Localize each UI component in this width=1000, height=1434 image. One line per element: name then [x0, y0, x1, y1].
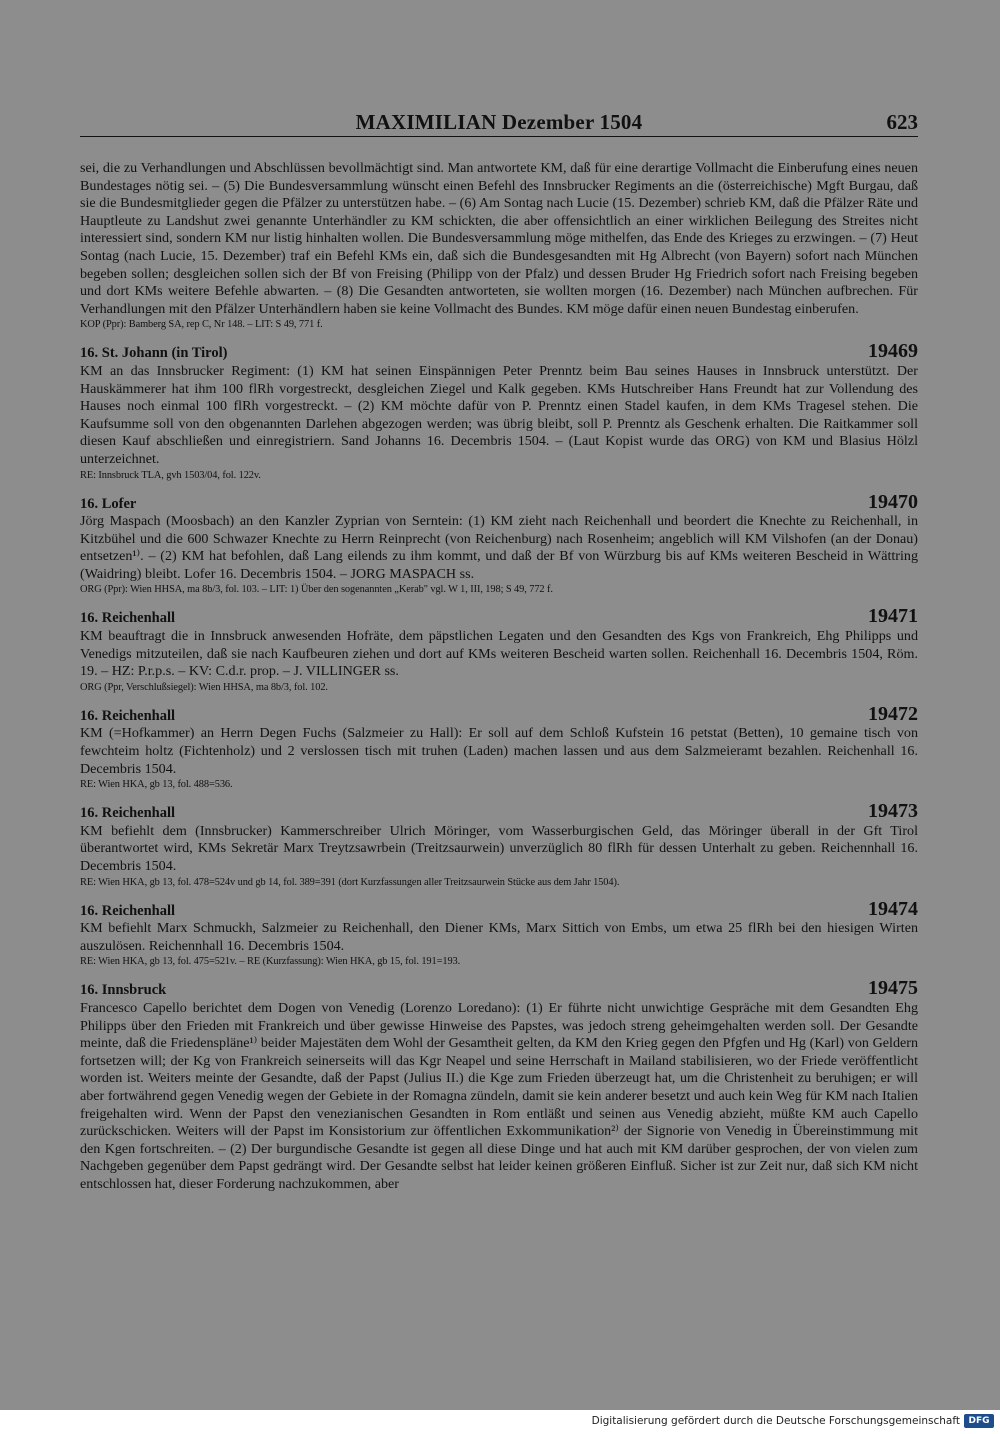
- page-header: [80, 110, 918, 137]
- entry-19469: [80, 341, 918, 482]
- page-content: [80, 160, 918, 1194]
- entry-heading: 16. Reichenhall: [80, 805, 176, 822]
- page-number: 623: [886, 110, 918, 134]
- entry-heading: 16. St. Johann (in Tirol): [80, 345, 228, 362]
- entry-header: [80, 341, 918, 363]
- intro-source: KOP (Ppr): Bamberg SA, rep C, Nr 148. – LIT: S 49, 771 f.: [80, 319, 323, 331]
- entry-19475: [80, 978, 918, 1193]
- intro-text: sei, die zu Verhandlungen und Abschlüssen bevollmächtigt sind. Man antwortete KM, daß für eine derartige Vollmacht die Einberufung eines neuen Bundestages nötig sei. – (5) Die Bundesversammlung wünscht einen Befehl des Innsbrucker Regiments an die (österreichische) Mgft Burgau, daß sie die Bundesmitglieder gegen die Pfälzer zu unterstützen habe. – (6) Am Sontag nach Lucie (15. Dezember) schrieb KM, daß die Pfälzer Räte und Hauptleute zu Landshut zwei genannte Unterhändler zu KM schickten, die aber offensichtlich an einer wirklichen Beilegung des Streites nicht interessiert sind, sondern KM nur listig hinhalten wollen. Die Bundesversammlung möge mithelfen, das Ende des Krieges zu erzwingen. – (7) Heut Sontag (nach Lucie, 15. Dezember) traf ein Befehl KMs ein, daß sich die Bundesgesandten mit Hg Albrecht (von Bayern) sofort nach München begeben sollen; desgleichen sollen sich der Bf von Freising (Philipp von der Pfalz) und dessen Bruder Hg Friedrich sofort nach Freising begeben und dort KMs weitere Befehle abwarten. – (8) Die Gesandten antworteten, sie wollten morgen (16. Dezember) nach München aufbrechen. Für Verhandlungen mit den Pfälzer Unterhändlern haben sie keine Vollmacht des Bundes. KM möge dafür einen neuen Bundestag einberufen.: [80, 160, 918, 317]
- entry-number: 19470: [868, 490, 918, 513]
- entry-heading: 16. Reichenhall: [80, 707, 176, 724]
- entry-header: [80, 492, 918, 514]
- entry-19471: [80, 606, 918, 694]
- entry-19473: [80, 801, 918, 889]
- entry-heading: 16. Lofer: [80, 495, 137, 512]
- entry-number: 19473: [868, 800, 918, 823]
- entry-text: Jörg Maspach (Moosbach) an den Kanzler Zyprian von Serntein: (1) KM zieht nach Reichenhall und beordert die Knechte zu Reichenhall, in Kitzbühel und die 600 Schwazer Knechte zu Herrn Reinprecht (von Reichenburg) nach Rosenheim; angeblich will KM Vilshofen (an der Donau) entsetzen¹⁾. – (2) KM hat befohlen, daß Lang eilends zu ihm kommt, und daß der Bf von Würzburg bis auf KMs weiteren Bescheid in Wättring (Waidring) bleibt. Lofer 16. Decembris 1504. – JORG MASPACH ss.: [80, 513, 918, 582]
- entry-text: KM (=Hofkammer) an Herrn Degen Fuchs (Salzmeier zu Hall): Er soll auf dem Schloß Kufstein 16 petstat (Betten), 10 gemaine tisch von fewchteim holtz (Fichtenholz) und 2 verslossen tisch mit truhen (Laden) machen lassen und aus dem Salzmeieramt bezahlen. Reichenhall 16. Decembris 1504.: [80, 725, 918, 777]
- entry-source: ORG (Ppr): Wien HHSA, ma 8b/3, fol. 103. – LIT: 1) Über den sogenannten „Kerab" vgl. W 1, III, 198; S 49, 772 f.: [80, 584, 553, 596]
- funding-note: Digitalisierung gefördert durch die Deutsche Forschungsgemeinschaft: [591, 1415, 960, 1427]
- entry-number: 19474: [868, 897, 918, 920]
- entry-header: [80, 606, 918, 628]
- entry-source: RE: Wien HKA, gb 13, fol. 488=536.: [80, 779, 233, 791]
- entry-source: RE: Wien HKA, gb 13, fol. 475=521v. – RE (Kurzfassung): Wien HKA, gb 15, fol. 191=193.: [80, 956, 461, 968]
- entry-header: [80, 978, 918, 1000]
- entry-heading: 16. Reichenhall: [80, 902, 176, 919]
- entry-header: [80, 899, 918, 921]
- entry-header: [80, 801, 918, 823]
- digitization-footer: [0, 1410, 1000, 1434]
- dfg-logo[interactable]: DFG: [964, 1414, 994, 1428]
- entry-header: [80, 704, 918, 726]
- entry-19470: [80, 492, 918, 598]
- entry-number: 19471: [868, 605, 918, 628]
- entry-number: 19469: [868, 340, 918, 363]
- entry-number: 19472: [868, 702, 918, 725]
- entry-source: RE: Innsbruck TLA, gvh 1503/04, fol. 122v.: [80, 469, 261, 481]
- entry-text: KM an das Innsbrucker Regiment: (1) KM hat seinen Einspännigen Peter Prenntz beim Bau seines Hauses in Innsbruck unterstützt. Der Hauskämmerer hat ihm 100 flRh vorgestreckt, desgleichen Ziegel und Kalk gegeben. KMs Hutschreiber Hans Freundt hat zur Vollendung des Hauses noch einmal 100 flRh vorgestreckt. – (2) KM möchte dafür von P. Prenntz einen Stadel kaufen, in dem KMs Tragesel stehen. Die Kaufsumme soll von den obgenannten Darlehen abgezogen werden; was übrig bleibt, soll P. Prenntz als Geschenk erhalten. Die Raitkammer soll diesen Kauf abschließen und einregistriern. Sand Johanns 16. Decembris 1504. – (Laut Kopist wurde das ORG) von KM und Blasius Hölzl unterzeichnet.: [80, 362, 918, 467]
- entry-heading: 16. Innsbruck: [80, 982, 167, 999]
- entry-text: KM befiehlt Marx Schmuckh, Salzmeier zu Reichenhall, den Diener KMs, Marx Sittich von Embs, um etwa 25 flRh bei den hiesigen Wirten auszulösen. Reichennhall 16. Decembris 1504.: [80, 920, 918, 954]
- entry-source: ORG (Ppr, Verschlußsiegel): Wien HHSA, ma 8b/3, fol. 102.: [80, 681, 328, 693]
- intro-section: [80, 160, 918, 332]
- entry-source: RE: Wien HKA, gb 13, fol. 478=524v und gb 14, fol. 389=391 (dort Kurzfassungen aller Treitzsaurwein Stücke aus dem Jahr 1504).: [80, 876, 620, 888]
- entry-number: 19475: [868, 977, 918, 1000]
- entry-text: Francesco Capello berichtet dem Dogen von Venedig (Lorenzo Loredano): (1) Er führte nicht unwichtige Gespräche mit dem Gesandten Ehg Philipps über den Frieden mit Frankreich und über gewisse Hinweise des Papstes, was jedoch streng geheimgehalten werden soll. Der Gesandte meinte, daß die Friedenspläne¹⁾ beider Majestäten dem Wohl der Gesamtheit gelten, da KM den Krieg gegen den Pfgfen und Hg (Karl) von Geldern fortsetzen will; der Kg von Frankreich seinerseits will das Kgr Neapel und seine Herrschaft in Mailand stabilisieren, wo der Friede veröffentlicht worden ist. Weiters meinte der Gesandte, daß der Papst (Julius II.) die Kge zum Frieden überzeugt hat, um die Christenheit zu beruhigen; er will aber fortwährend gegen Venedig wegen der Gebiete in der Romagna zündeln, damit sie kein anderer besetzt und auch kein Weg für KM nach Italien freigehalten wird. Wenn der Papst den venezianischen Gesandten in Rom entläßt und seinen aus Venedig abzieht, müßte KM auch Capello zurückschicken. Weiters will der Papst im Konsistorium zur öffentlichen Exkommunikation²⁾ der Signorie von Venedig in Übereinstimmung mit den Kgen fortschreiten. – (2) Der burgundische Gesandte ist gegen all diese Dinge und hat auch mit KM darüber gesprochen, der von vielen zum Nachgeben gegenüber dem Papst gedrängt wird. Der Gesandte selbst hat leider keinen größeren Einfluß. Sicher ist zur Zeit nur, daß sich KM nicht entschlossen hat, dieser Forderung nachzukommen, aber: [80, 999, 918, 1192]
- entry-text: KM beauftragt die in Innsbruck anwesenden Hofräte, dem päpstlichen Legaten und den Gesandten des Kgs von Frankreich, Ehg Philipps und Venedigs mitzuteilen, daß sie nach Kaufbeuren ziehen und dort auf KMs weiteren Bescheid warten sollen. Reichenhall 16. Decembris 1504, Röm. 19. – HZ: P.r.p.s. – KV: C.d.r. prop. – J. VILLINGER ss.: [80, 628, 918, 680]
- entry-19472: [80, 704, 918, 792]
- entry-19474: [80, 899, 918, 970]
- entry-heading: 16. Reichenhall: [80, 610, 176, 627]
- running-title: MAXIMILIAN Dezember 1504: [355, 110, 643, 134]
- entry-text: KM befiehlt dem (Innsbrucker) Kammerschreiber Ulrich Möringer, vom Wasserburgischen Geld, das Möringer überall in der Gft Tirol überantwortet wird, KMs Sekretär Marx Treytzsawrbein (Treitzsaurwein) unverzüglich 80 flRh für dessen Unterhalt zu geben. Reichennhall 16. Decembris 1504.: [80, 822, 918, 874]
